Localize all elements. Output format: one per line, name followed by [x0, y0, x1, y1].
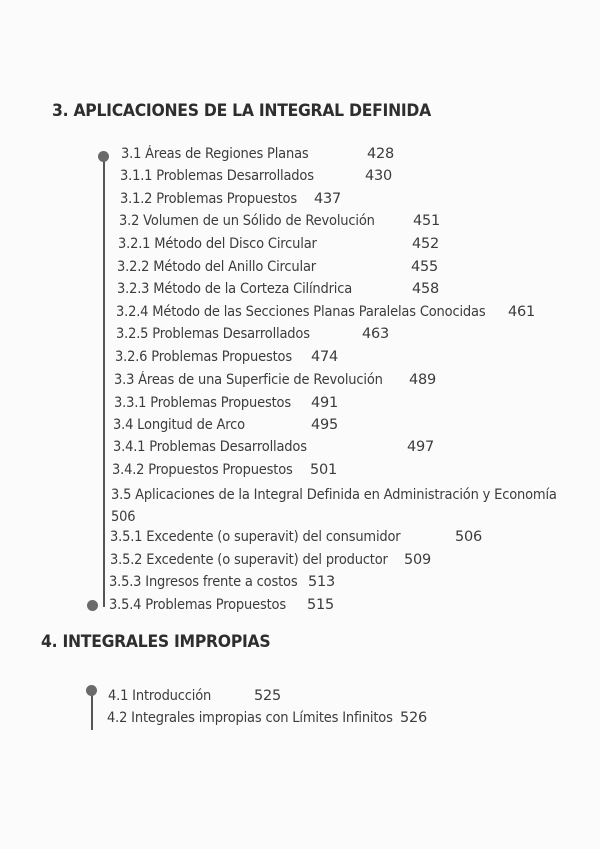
entry-label: 3.1.2 Problemas Propuestos: [120, 191, 297, 207]
entry-page-number: 495: [311, 417, 339, 433]
entry-label: 3.5.4 Problemas Propuestos: [109, 597, 286, 613]
entry-label: 3.2.6 Problemas Propuestos: [115, 349, 292, 365]
entry-label: 3.4.1 Problemas Desarrollados: [113, 439, 307, 455]
toc-entry[interactable]: [0, 304, 600, 324]
entry-page-number: 525: [254, 688, 282, 704]
entry-page-number: 474: [311, 349, 339, 365]
entry-page-number: 497: [407, 439, 435, 455]
toc-entry[interactable]: [0, 552, 600, 572]
entry-label: 4.1 Introducción: [108, 688, 212, 704]
entry-label: 3.2.3 Método de la Corteza Cilíndrica: [117, 281, 353, 297]
entry-page-number: 428: [367, 146, 395, 162]
chapter-4-title: 4. INTEGRALES IMPROPIAS: [41, 632, 271, 652]
entry-label: 3.4 Longitud de Arco: [113, 417, 245, 433]
toc-entry[interactable]: [0, 281, 600, 301]
toc-entry[interactable]: [0, 597, 600, 617]
entry-label: 4.2 Integrales impropias con Límites Infinitos: [107, 710, 393, 726]
entry-page-number: 513: [308, 574, 336, 590]
toc-entry[interactable]: [0, 326, 600, 346]
entry-label: 3.3.1 Problemas Propuestos: [114, 395, 291, 411]
entry-label: 3.5.3 Ingresos frente a costos: [109, 574, 298, 590]
entry-page-number: 509: [404, 552, 432, 568]
toc-entry[interactable]: [0, 395, 600, 415]
entry-label: 3.2.1 Método del Disco Circular: [118, 236, 317, 252]
toc-entry[interactable]: [0, 417, 600, 437]
entry-page-number: 506: [455, 529, 483, 545]
entry-page-number: 489: [409, 372, 437, 388]
toc-entry[interactable]: [0, 462, 600, 482]
entry-page-number: 491: [311, 395, 339, 411]
entry-label: 3.5.1 Excedente (o superavit) del consumidor: [110, 529, 401, 545]
toc-entry[interactable]: [0, 168, 600, 188]
entry-label: 3.1 Áreas de Regiones Planas: [121, 146, 309, 162]
entry-page-number: 515: [307, 597, 335, 613]
toc-entry[interactable]: [0, 213, 600, 233]
toc-entry[interactable]: [0, 574, 600, 594]
toc-entry[interactable]: [0, 146, 600, 166]
entry-page-number: 461: [508, 304, 536, 320]
entry-page-number: 501: [310, 462, 338, 478]
entry-page-number: 526: [400, 710, 428, 726]
entry-label: 3.2 Volumen de un Sólido de Revolución: [119, 213, 375, 229]
entry-label: 3.5 Aplicaciones de la Integral Definida en Administración y Economía 506: [111, 487, 557, 525]
entry-label: 3.2.2 Método del Anillo Circular: [117, 259, 316, 275]
entry-page-number: 430: [365, 168, 393, 184]
toc-entry[interactable]: [0, 349, 600, 369]
toc-entry[interactable]: [0, 259, 600, 279]
entry-page-number: 452: [412, 236, 440, 252]
toc-entry[interactable]: [0, 484, 600, 526]
entry-page-number: 455: [411, 259, 439, 275]
toc-entry[interactable]: [0, 372, 600, 392]
entry-label: 3.3 Áreas de una Superficie de Revolución: [114, 372, 383, 388]
toc-entry[interactable]: [0, 710, 600, 730]
toc-entry[interactable]: [0, 688, 600, 708]
toc-entry[interactable]: [0, 529, 600, 549]
entry-label: 3.4.2 Propuestos Propuestos: [112, 462, 293, 478]
entry-page-number: 458: [412, 281, 440, 297]
entry-label: 3.2.5 Problemas Desarrollados: [116, 326, 310, 342]
entry-label: 3.1.1 Problemas Desarrollados: [120, 168, 314, 184]
entry-page-number: 437: [314, 191, 342, 207]
toc-entry[interactable]: [0, 439, 600, 459]
chapter-3-title: 3. APLICACIONES DE LA INTEGRAL DEFINIDA: [52, 101, 431, 121]
entry-page-number: 463: [362, 326, 390, 342]
entry-label: 3.2.4 Método de las Secciones Planas Paralelas Conocidas: [116, 304, 486, 320]
toc-entry[interactable]: [0, 236, 600, 256]
toc-entry[interactable]: [0, 191, 600, 211]
entry-label: 3.5.2 Excedente (o superavit) del productor: [110, 552, 388, 568]
entry-page-number: 451: [413, 213, 441, 229]
